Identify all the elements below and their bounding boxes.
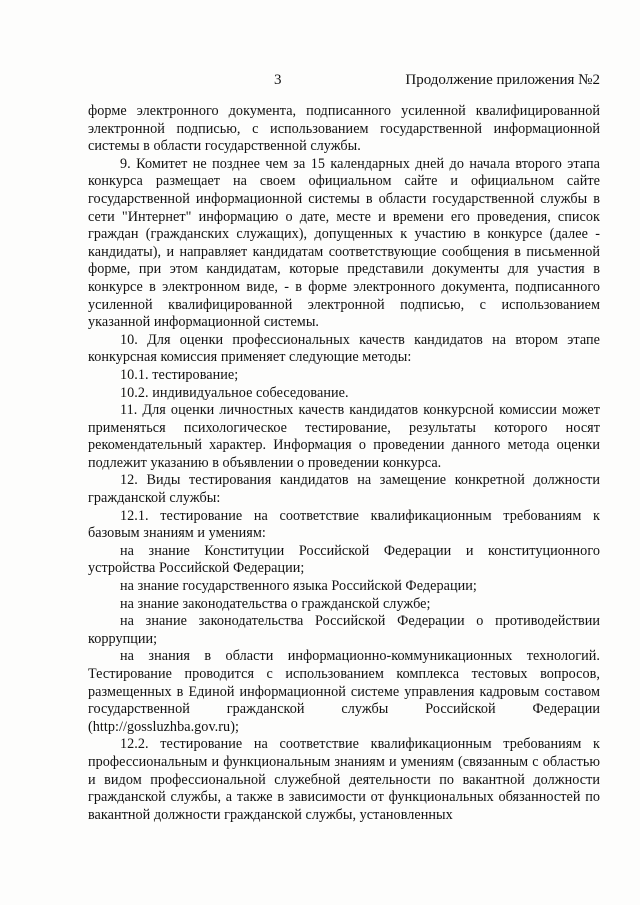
paragraph-9: 9. Комитет не позднее чем за 15 календарных дней до начала второго этапа конкурса размещает на своем официальном сайте и официальном сайте государственной информационной системы в области государственной службы в сети "Интернет" информацию о дате, месте и времени его проведения, список граждан (гражданских служащих), допущенных к участию в конкурсе (далее - кандидаты), и направляет кандидатам соответствующие сообщения в письменной форме, при этом кандидатам, которые представили документы для участия в конкурсе в электронном виде, - в форме электронного документа, подписанного усиленной квалифицированной электронной подписью, с использованием указанной информационной системы. [88, 155, 600, 331]
list-item: на знание законодательства о гражданской службе; [120, 595, 431, 612]
page-number: 3 [274, 72, 282, 88]
list-item: на знание Конституции Российской Федерации и конституционного устройства Российской Федерации; [88, 542, 600, 577]
paragraph-12-1: 12.1. тестирование на соответствие квалификационным требованиям к базовым знаниям и умениям: [88, 507, 600, 542]
paragraph-11: 11. Для оценки личностных качеств кандидатов конкурсной комиссии может применяться психологическое тестирование, результаты которого носят рекомендательный характер. Информация о проведении данного метода оценки подлежит указанию в объявлении о проведении конкурса. [88, 402, 600, 471]
document-body [88, 103, 600, 824]
list-item: на знания в области информационно-коммуникационных технологий. Тестирование проводится с использованием комплекса тестовых вопросов, размещенных в Единой информационной системе управления кадровым составом государственной гражданской службы Российской Федерации (http://gossluzhba.gov.ru); [88, 648, 600, 735]
paragraph-12: 12. Виды тестирования кандидатов на замещение конкретной должности гражданской службы: [88, 472, 600, 507]
paragraph-continuation: форме электронного документа, подписанного усиленной квалифицированной электронной подписью, с использованием государственной информационной системы в области государственной службы. [88, 103, 600, 155]
list-item: на знание государственного языка Российской Федерации; [120, 578, 477, 595]
list-item: на знание законодательства Российской Федерации о противодействии коррупции; [88, 613, 600, 647]
paragraph-12-2: 12.2. тестирование на соответствие квалификационным требованиям к профессиональным и функциональным знаниям и умениям (связанным с областью и видом профессиональной служебной деятельности по вакантной должности гражданской службы, а также в зависимости от функциональных обязанностей по вакантной должности гражданской службы, установленных [88, 736, 600, 823]
paragraph-10-1: 10.1. тестирование; [120, 366, 239, 383]
paragraph-10-2: 10.2. индивидуальное собеседование. [120, 384, 349, 401]
appendix-continuation-label: Продолжение приложения №2 [405, 72, 600, 88]
paragraph-10: 10. Для оценки профессиональных качеств кандидатов на втором этапе конкурсная комиссия применяет следующие методы: [88, 331, 600, 366]
page-header [88, 72, 600, 94]
